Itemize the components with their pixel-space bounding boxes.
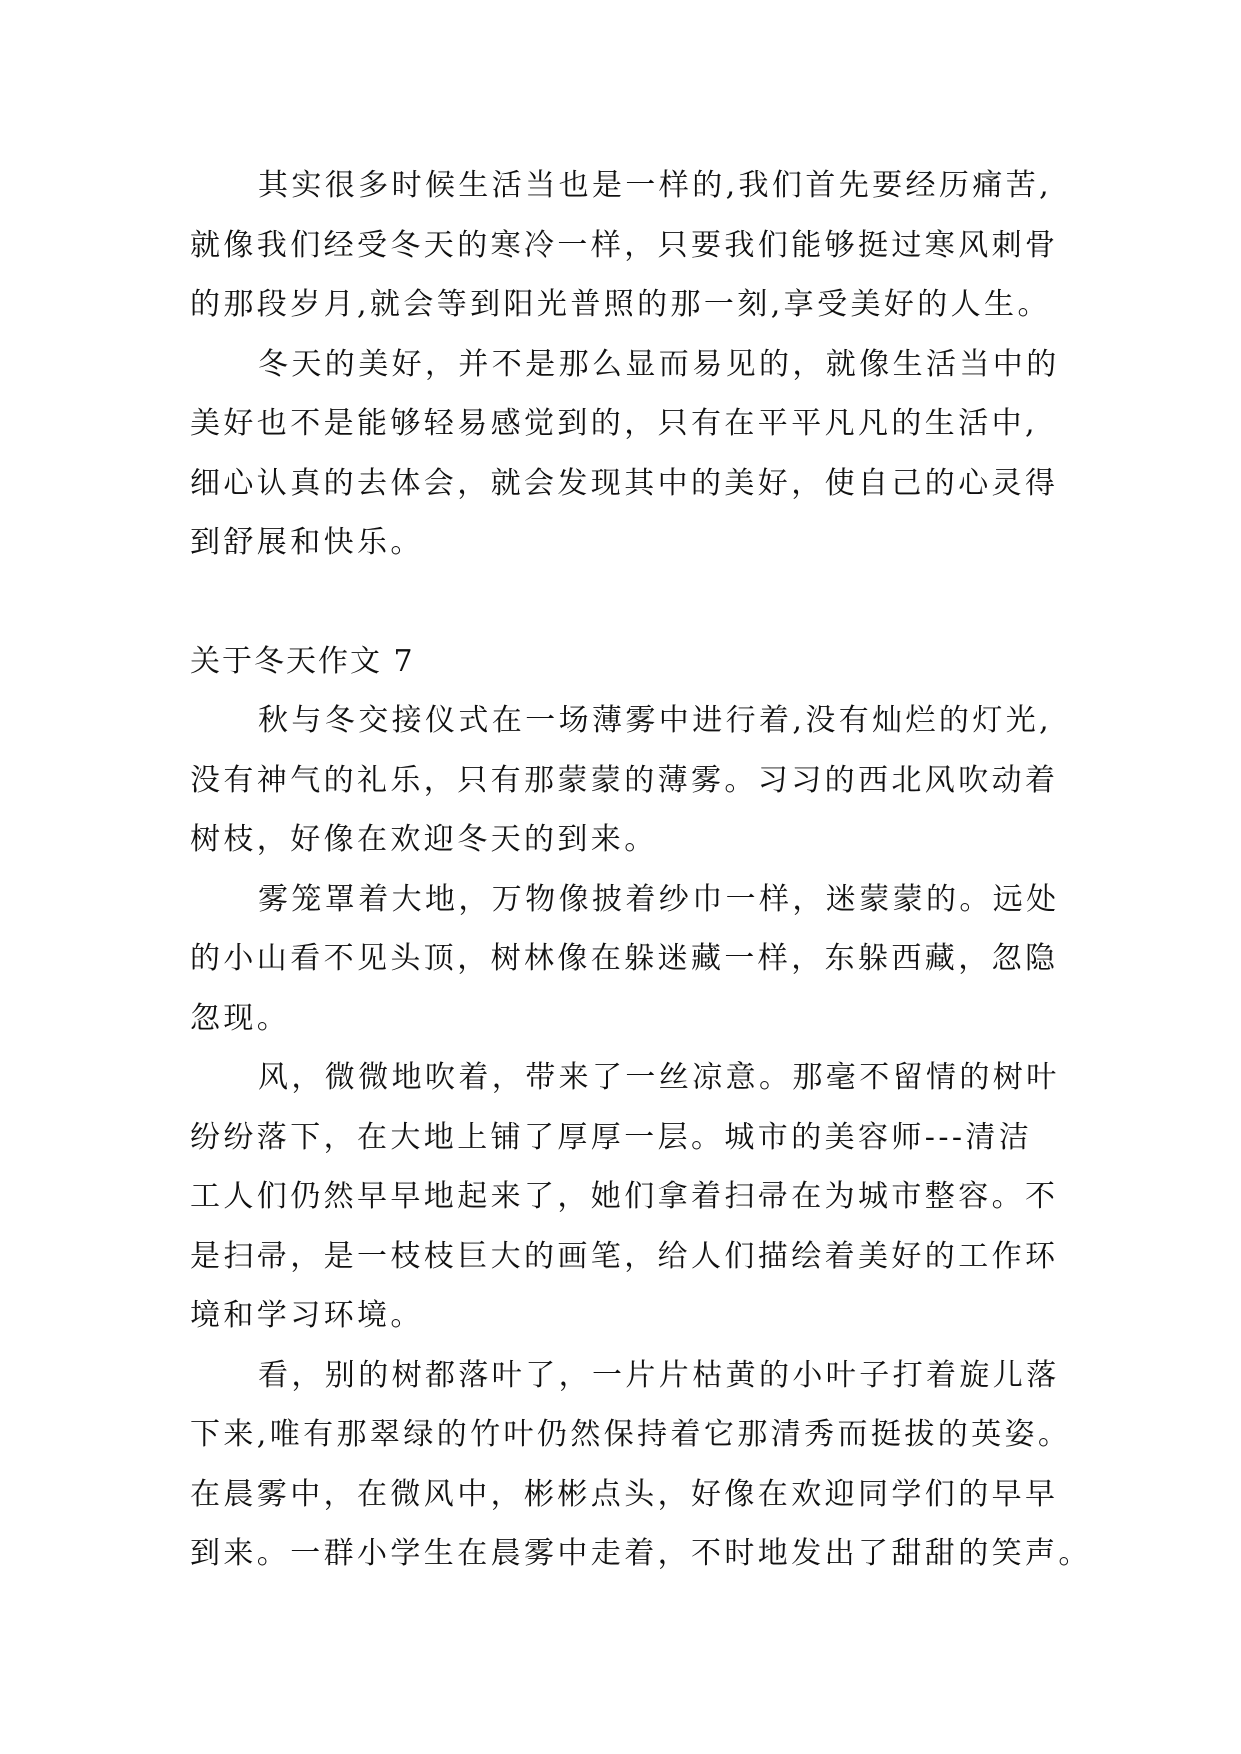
text-line: 的那段岁月,就会等到阳光普照的那一刻,享受美好的人生。 [190,287,1051,322]
text-line: 境和学习环境。 [190,1298,424,1333]
text-line: 雾笼罩着大地，万物像披着纱巾一样，迷蒙蒙的。远处 [258,882,1060,917]
text-line: 到来。一群小学生在晨雾中走着，不时地发出了甜甜的笑声。 [190,1536,1092,1571]
text-line: 看，别的树都落叶了，一片片枯黄的小叶子打着旋儿落 [258,1358,1060,1393]
section-heading: 关于冬天作文 7 [190,644,415,679]
text-line: 的小山看不见头顶，树林像在躲迷藏一样，东躲西藏，忽隐 [190,941,1059,976]
text-line: 风，微微地吹着，带来了一丝凉意。那毫不留情的树叶 [258,1060,1060,1095]
text-line: 美好也不是能够轻易感觉到的，只有在平平凡凡的生活中, [190,406,1038,441]
text-line: 秋与冬交接仪式在一场薄雾中进行着,没有灿烂的灯光, [258,703,1053,738]
text-line: 没有神气的礼乐，只有那蒙蒙的薄雾。习习的西北风吹动着 [190,763,1059,798]
text-line: 忽现。 [190,1001,291,1036]
text-line: 下来,唯有那翠绿的竹叶仍然保持着它那清秀而挺拔的英姿。 [190,1417,1072,1452]
text-line: 其实很多时候生活当也是一样的,我们首先要经历痛苦, [258,168,1053,203]
text-line: 工人们仍然早早地起来了，她们拿着扫帚在为城市整容。不 [190,1179,1059,1214]
text-line: 到舒展和快乐。 [190,525,424,560]
text-line: 在晨雾中，在微风中，彬彬点头，好像在欢迎同学们的早早 [190,1477,1059,1512]
text-line: 就像我们经受冬天的寒冷一样，只要我们能够挺过寒风刺骨 [190,228,1059,263]
text-line: 纷纷落下，在大地上铺了厚厚一层。城市的美容师---清洁 [190,1120,1033,1155]
text-line: 细心认真的去体会，就会发现其中的美好，使自己的心灵得 [190,466,1059,501]
text-line: 树枝，好像在欢迎冬天的到来。 [190,822,658,857]
text-line: 冬天的美好，并不是那么显而易见的，就像生活当中的 [258,347,1060,382]
text-line: 是扫帚，是一枝枝巨大的画笔，给人们描绘着美好的工作环 [190,1239,1059,1274]
